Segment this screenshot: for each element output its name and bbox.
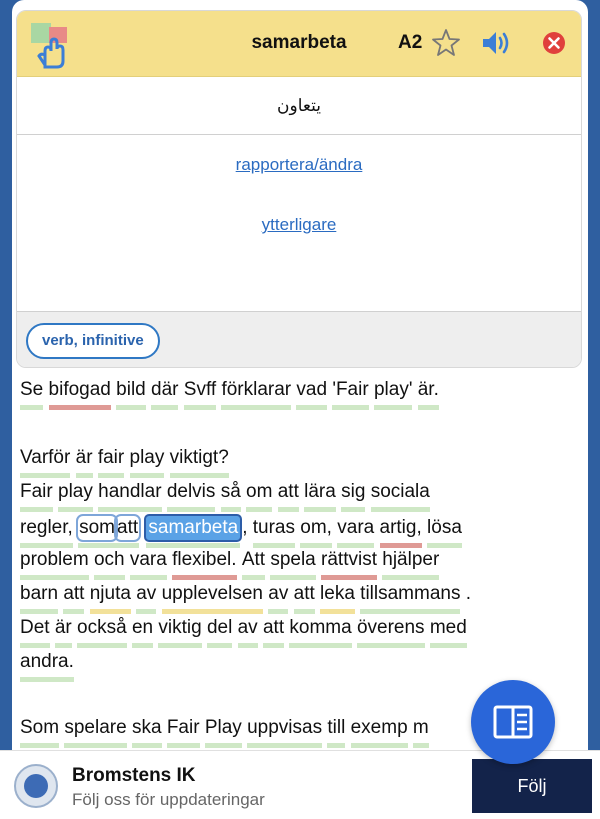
word[interactable]: lösa — [427, 517, 462, 538]
word[interactable]: också — [77, 617, 127, 638]
word[interactable]: komma — [289, 617, 352, 638]
word[interactable]: hjälper — [382, 549, 440, 570]
word[interactable]: njuta — [89, 583, 131, 604]
word[interactable]: tillsammans — [360, 583, 461, 604]
word[interactable]: rättvist — [321, 549, 377, 570]
word[interactable]: där — [151, 379, 179, 400]
word[interactable]: att — [262, 617, 285, 638]
text-line — [20, 716, 429, 740]
word[interactable]: turas — [252, 517, 295, 538]
word[interactable]: handlar — [98, 481, 162, 502]
word[interactable]: är. — [417, 379, 439, 400]
translation-text: يتعاون — [17, 77, 581, 135]
more-info-link[interactable]: ytterligare — [261, 215, 337, 234]
text-line — [20, 582, 471, 606]
star-icon[interactable] — [431, 28, 461, 58]
word-highlighted[interactable]: att — [117, 517, 139, 538]
word[interactable]: exemp — [350, 717, 408, 738]
text-line — [20, 650, 74, 674]
word[interactable]: vad — [296, 379, 328, 400]
selected-word[interactable]: samarbeta — [144, 514, 242, 542]
word[interactable]: om — [246, 481, 273, 502]
part-of-speech-tag[interactable]: verb, infinitive — [26, 323, 160, 359]
text-line — [20, 446, 229, 470]
club-subtitle: Följ oss för uppdateringar — [72, 790, 265, 809]
club-name: Bromstens IK — [72, 765, 196, 786]
report-edit-link[interactable]: rapportera/ändra — [235, 155, 363, 174]
word[interactable]: ska — [131, 717, 162, 738]
word[interactable]: att — [293, 583, 315, 604]
word[interactable]: Svff — [183, 379, 217, 400]
word[interactable]: problem — [20, 549, 89, 570]
word[interactable]: del — [206, 617, 233, 638]
club-logo-icon — [14, 764, 58, 808]
word[interactable]: leka — [320, 583, 355, 604]
word[interactable]: Att — [241, 549, 266, 570]
word[interactable]: är — [54, 617, 72, 638]
word[interactable]: spelare — [64, 717, 127, 738]
word-highlighted[interactable]: som — [79, 517, 115, 538]
text-line — [20, 378, 439, 402]
word[interactable]: Fair — [20, 481, 53, 502]
word[interactable]: vara — [337, 517, 375, 538]
word[interactable]: Play — [204, 717, 242, 738]
word[interactable]: så — [220, 481, 241, 502]
word[interactable]: play' — [373, 379, 413, 400]
word[interactable]: bifogad — [48, 379, 111, 400]
word[interactable]: att — [277, 481, 299, 502]
left-frame — [0, 0, 12, 819]
text-line — [20, 616, 467, 640]
word[interactable]: Det — [20, 617, 50, 638]
grammar-bar — [17, 311, 581, 368]
word[interactable]: om, — [300, 517, 332, 538]
word[interactable]: spela — [270, 549, 316, 570]
book-open-icon — [493, 704, 533, 740]
word[interactable]: Fair — [166, 717, 200, 738]
word[interactable]: flexibel. — [172, 549, 237, 570]
word[interactable]: viktig — [158, 617, 202, 638]
word[interactable]: bild — [116, 379, 146, 400]
word[interactable]: överens — [356, 617, 425, 638]
word[interactable]: . — [465, 583, 472, 604]
word[interactable]: av — [268, 583, 289, 604]
popup-header — [17, 11, 581, 77]
word[interactable]: 'Fair — [332, 379, 369, 400]
follow-button[interactable]: Följ — [472, 759, 592, 813]
dictionary-popup — [16, 10, 582, 368]
word[interactable]: m — [412, 717, 429, 738]
word[interactable]: regler, — [20, 517, 73, 538]
word[interactable]: Se — [20, 379, 44, 400]
speaker-icon[interactable] — [480, 28, 514, 58]
close-icon[interactable] — [542, 31, 566, 55]
text-line — [20, 480, 430, 504]
word[interactable]: viktigt? — [169, 447, 229, 468]
right-frame — [588, 0, 600, 819]
word[interactable]: artig, — [379, 517, 422, 538]
word[interactable]: , — [242, 517, 248, 538]
word[interactable]: och — [93, 549, 125, 570]
text-line — [20, 514, 462, 538]
word[interactable]: lära — [304, 481, 336, 502]
word[interactable]: är — [75, 447, 93, 468]
word[interactable]: delvis — [166, 481, 216, 502]
word[interactable]: play — [129, 447, 165, 468]
word[interactable]: en — [131, 617, 154, 638]
word[interactable]: med — [429, 617, 467, 638]
word[interactable]: förklarar — [221, 379, 292, 400]
cefr-level-badge: A2 — [398, 32, 423, 53]
word[interactable]: play — [58, 481, 93, 502]
word[interactable]: barn — [20, 583, 59, 604]
word[interactable]: Varför — [20, 447, 71, 468]
text-line — [20, 548, 439, 572]
word[interactable]: av — [237, 617, 258, 638]
popup-word-title: samarbeta — [251, 32, 347, 53]
reader-mode-button[interactable] — [471, 680, 555, 764]
word[interactable]: andra. — [20, 651, 74, 672]
word[interactable]: att — [63, 583, 85, 604]
word[interactable]: av — [136, 583, 157, 604]
word[interactable]: sociala — [370, 481, 430, 502]
word[interactable]: sig — [341, 481, 366, 502]
popup-links — [17, 135, 581, 311]
word[interactable]: Som — [20, 717, 60, 738]
word[interactable]: uppvisas — [247, 717, 323, 738]
word[interactable]: fair — [97, 447, 125, 468]
word[interactable]: vara — [129, 549, 167, 570]
word[interactable]: upplevelsen — [161, 583, 263, 604]
word[interactable]: till — [327, 717, 346, 738]
